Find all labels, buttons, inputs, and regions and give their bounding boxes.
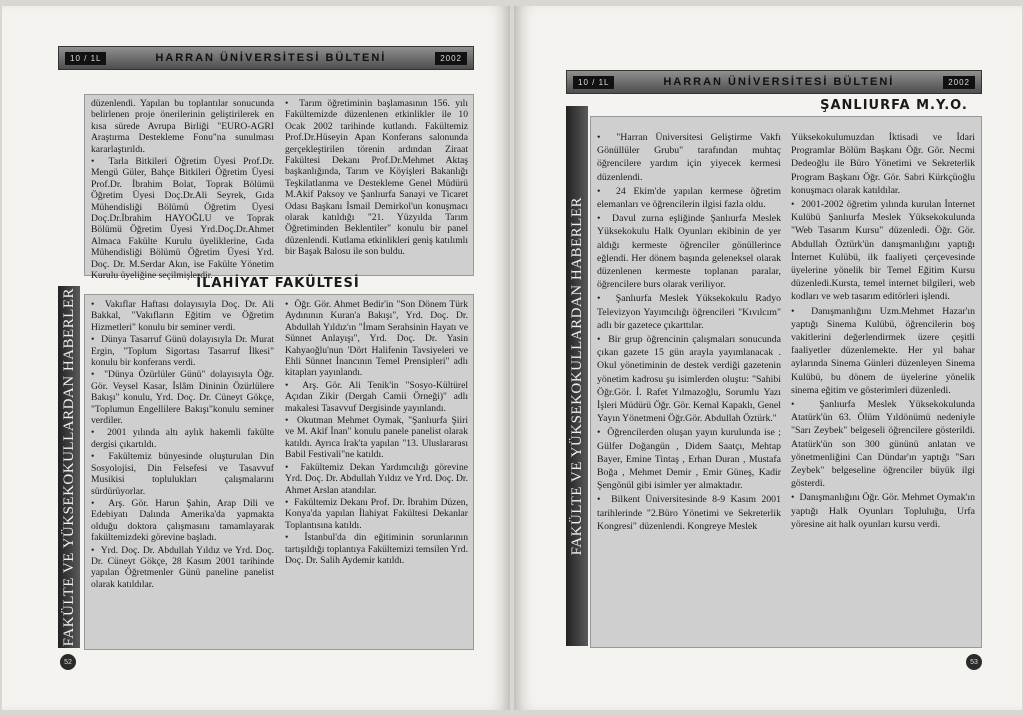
left-top-column-1 [91,98,274,283]
paragraph: • Şanlıurfa Meslek Yüksekokulunda Atatürk'ün 63. Ölüm Yıldönümü nedeniyle "Sarı Zeybek" belgeseli öğrencilere gösterildi. Atatürk'ün son 300 gününü anlatan ve yönetmenliğini Can Dündar'ın yaptığı "Sarı Zeybek" belgeseline öğrenciler büyük ilgi gösterdi. [791,398,975,490]
paragraph: • Fakültemiz Dekanı Prof. Dr. İbrahim Düzen, Konya'da yapılan İlahiyat Fakültesi Dekanlar Toplantısına katıldı. [285,497,468,531]
paragraph: • Bir grup öğrencinin çalışmaları sonucunda çıkan gazete 15 gün arayla yayımlanacak . Okul yönetiminin de destek verdiği gazetenin yönetim kadrosu şu isimlerden oluştu: "Sahibi Öğr.Gör. İ. Rafet Yılmazoğlu, Sorumlu Yazı İşleri Müdürü Öğr. Gör. Kemal Kapaklı, Genel Yayın Yönetmeni Öğr.Gör. Abdullah Öztürk." [597,333,781,425]
paragraph: • Fakültemiz Dekan Yardımcılığı görevine Yrd. Doç. Dr. Abdullah Yıldız ve Yrd. Doç. Dr. Ahmet Arslan atandılar. [285,462,468,496]
paragraph: • Arş. Gör. Ali Tenik'in "Sosyo-Kültürel Açıdan Zikir (Dergah Camii Örneği)" adlı makalesi Tasavvuf Dergisinde yayınlandı. [285,380,468,414]
paragraph: • 24 Ekim'de yapılan kermese öğretim elemanları ve öğrencilerin ilgisi fazla oldu. [597,185,781,211]
header-issue-tag: 10 / 1L [573,76,614,89]
paragraph: • Dünya Tasarruf Günü dolayısıyla Dr. Murat Ergin, "Toplum Sigortası Tasarruf İlkesi" konulu bir konferans verdi. [91,334,274,368]
paragraph: • "Dünya Özürlüler Günü" dolayısıyla Öğr. Gör. Veysel Kasar, İslâm Dininin Özürlülere Bakışı" konulu, Yrd. Doç. Dr. Cüneyt Gökçe, "Toplumun Engellilere Bakışı"konulu seminer verdiler. [91,369,274,426]
paragraph: Yüksekokulumuzdan İktisadi ve İdari Programlar Bölüm Başkanı Öğr. Gör. Necmi Dedeoğlu ile Büro Yönetimi ve Sekreterlik Program Başkanı Öğr. Gör. Sabri Kürkçüoğlu konuşmacı olarak katıldılar. [791,132,975,196]
left-page-header [58,46,474,70]
page-number-right: 53 [966,654,982,670]
paragraph: • Tarım öğretiminin başlamasının 156. yılı Fakültemizde düzenlenen etkinlikler ile 10 Ocak 2002 tarihinde kutlandı. Fakültemiz Prof.Dr.Hüseyin Apan Konferans salonunda gerçekleştirilen törenin ardından Ziraat Fakültesi Dekanı Prof.Dr.Mehmet Aktaş başkanlığında, Tarım ve Köyişleri Bakanlığı Teşkilatlanma ve Destekleme Genel Müdürü M.Akif Paksoy ve Şanlıurfa Sanayi ve Ticaret Odası Başkanı İsmail Demirkol'un konuşmacı olarak katıldığı "21. Yüzyılda Tarım Öğretiminden Beklentiler" konulu bir panel düzenlendi. Kutlama etkinlikleri geniş katılımlı bir Başak Balosu ile son buldu. [285,98,468,258]
paragraph: • Danışmanlığını Uzm.Mehmet Hazar'ın yaptığı Sinema Kulübü, öğrencilerin boş vakitlerini değerlendirmek üzere çeşitli faaliyetler düzenlemekte. Her yıl bahar aylarında Sinema Günleri düzenleyen Sinema Kulübü, bu dönem de üyelerine yönelik sinema eğitim ve gösterimleri düzenledi. [791,305,975,397]
paragraph: düzenlendi. Yapılan bu toplantılar sonucunda belirlenen proje önerilerinin geliştirilerek en kısa sürede Avrupa Birliği "EURO-AGRI Araştırma Destekleme Fonu"na sunulması kararlaştırıldı. [91,98,274,155]
right-content-box [590,116,982,648]
side-band [58,286,80,648]
paragraph: • 2001 yılında altı aylık hakemli fakülte dergisi çıkartıldı. [91,427,274,450]
left-top-box [84,94,474,282]
right-column-1 [597,131,781,534]
paragraph: • Fakültemiz bünyesinde oluşturulan Din Sosyolojisi, Din Felsefesi ve Tasavvuf Musikisi toplulukları çalışmalarını sürdürüyorlar. [91,451,274,497]
header-title: HARRAN ÜNİVERSİTESİ BÜLTENİ [155,52,387,64]
side-band-label: FAKÜLTE VE YÜKSEKOKULLARDAN HABERLER [60,287,77,647]
paragraph: • Okutman Mehmet Oymak, "Şanlıurfa Şiiri ve M. Akif İnan" konulu panele panelist olarak katıldı. Ayrıca Irak'ta yapılan "13. Uluslararası Babil Festivali"ne katıldı. [285,415,468,461]
section-title-ilahiyat: İLAHİYAT FAKÜLTESİ [196,276,360,291]
header-year-tag: 2002 [435,52,467,65]
paragraph: • Yrd. Doç. Dr. Abdullah Yıldız ve Yrd. Doç. Dr. Cüneyt Gökçe, 28 Kasım 2001 tarihinde yapılan Öğretmenler Günü paneline panelist olarak katıldılar. [91,545,274,591]
left-page [2,6,510,710]
right-page [514,6,1022,710]
left-top-column-2 [285,98,468,259]
paragraph: • "Harran Üniversitesi Geliştirme Vakfı Gönüllüler Grubu" tarafından muhtaç öğrencilere yardım için yiyecek kermesi düzenlendi. [597,131,781,184]
left-bottom-column-2 [285,299,468,567]
right-column-2 [791,131,975,532]
paragraph: • Vakıflar Haftası dolayısıyla Doç. Dr. Ali Bakkal, "Vakıfların Eğitim ve Öğretim Hizmetleri" konulu bir seminer verdi. [91,299,274,333]
left-bottom-column-1 [91,299,274,591]
header-issue-tag: 10 / 1L [65,52,106,65]
page-number-left: 52 [60,654,76,670]
paragraph: • Tarla Bitkileri Öğretim Üyesi Prof.Dr. Mengü Güler, Bahçe Bitkileri Öğretim Üyesi Prof.Dr. İbrahim Bolat, Toprak Bölümü Öğretim Üyesi Doç.Dr.Ali Seyrek, Gıda Mühendisliği Bölümü Öğretim Üyesi Doç.Dr.İbrahim HAYOĞLU ve Toprak Bölümü Öğretim Üyesi Yrd.Doç.Dr.Ahmet Almaca Fakülte Kurulu üyeliklerine, Gıda Mühendisliği Bölümü Öğretim Üyesi Yrd. Doç. Dr. M.Serdar Akın, ise Fakülte Yönetim Kurulu üyeliğine seçilmişlerdir. [91,156,274,281]
paragraph: • 2001-2002 öğretim yılında kurulan İnternet Kulübü Şanlıurfa Meslek Yüksekokulunda "Web Tasarım Kursu" düzenledi. Öğr. Gör. Abdullah Öztürk'ün danışmanlığını yaptığı İnternet Kulübü, ilk faaliyeti çerçevesinde üyelerine yönelik bir Temel Eğitim Kursu düzenledi.Kursta, temel internet bilgileri, web kodları ve web tasarım editörleri işlendi. [791,198,975,304]
paragraph: • Bilkent Üniversitesinde 8-9 Kasım 2001 tarihlerinde "2.Büro Yönetimi ve Sekreterlik Kongresi" düzenlendi. Kongreye Meslek [597,493,781,533]
paragraph: • Danışmanlığını Öğr. Gör. Mehmet Oymak'ın yaptığı Halk Oyunları Topluluğu, Urfa yöresine ait halk oyunları kursu verdi. [791,491,975,531]
right-page-header [566,70,982,94]
header-year-tag: 2002 [943,76,975,89]
paragraph: • Davul zurna eşliğinde Şanlıurfa Meslek Yüksekokulu Halk Oyunları ekibinin de yer aldığı kermeste öğrenciler gönüllerince eğlendi. Her dönem başında geleneksel olarak düzenlenen kermeste toplanan paralar, öğrencilere burs olarak veriliyor. [597,212,781,291]
left-bottom-box [84,294,474,650]
paragraph: • İstanbul'da din eğitiminin sorunlarının tartışıldığı toplantıya Fakültemizi temsilen Yrd. Doç. Dr. Salih Aydemir katıldı. [285,532,468,566]
paragraph: • Arş. Gör. Harun Şahin, Arap Dili ve Edebiyatı Dalında Amerika'da yapmakta olduğu doktora çalışmasını tamamlayarak fakültemizdeki görevine başladı. [91,498,274,544]
paragraph: • Şanlıurfa Meslek Yüksekokulu Radyo Televizyon Yayımcılığı öğrencileri "Kıvılcım" adlı bir gazetece çıkarttılar. [597,292,781,332]
paragraph: • Öğr. Gör. Ahmet Bedir'in "Son Dönem Türk Aydınının Kuran'a Bakışı", Yrd. Doç. Dr. Abdullah Yıldız'ın "İmam Serahsinin Hayatı ve Sünnet Anlayışı", Yrd. Doç. Dr. Yasin Kahyaoğlu'nun 'Dört Halifenin Tavsiyeleri ve Ehli Sünnet İnancının Temel Prensipleri" adlı kitapları yayınlandı. [285,299,468,379]
side-band [566,106,588,646]
paragraph: • Öğrencilerden oluşan yayın kurulunda ise ; Gülfer Doğangün , Didem Saatçı, Mehtap Bayer, Emine Tintaş , Erhan Duran , Mustafa Boğa , Mehmet Demir , Emir Güneş, Kadir Şengönül gibi isimler yer almaktadır. [597,426,781,492]
side-band-label: FAKÜLTE VE YÜKSEKOKULLARDAN HABERLER [568,196,585,556]
section-title-myo: ŞANLIURFA M.Y.O. [820,98,968,113]
header-title: HARRAN ÜNİVERSİTESİ BÜLTENİ [663,76,895,88]
